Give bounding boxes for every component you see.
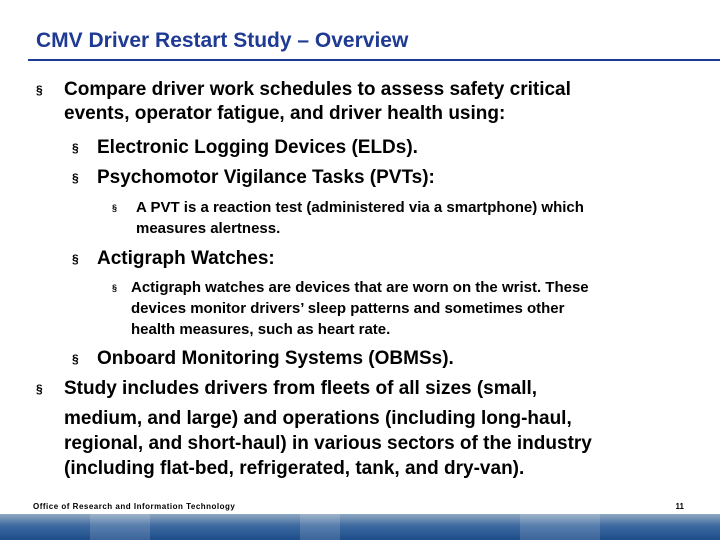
footer-stripe <box>300 514 340 540</box>
bullet-pvt-detail-line-1: A PVT is a reaction test (administered via a smartphone) which <box>136 199 584 216</box>
bullet-marker: § <box>72 252 79 266</box>
page-number: 11 <box>675 502 684 511</box>
bullet-marker: § <box>112 283 118 293</box>
bullet-marker: § <box>72 141 79 155</box>
bullet-marker: § <box>72 352 79 366</box>
bullet-study-line-2: medium, and large) and operations (including long-haul, <box>64 408 572 429</box>
bullet-actigraph-detail-line-1: Actigraph watches are devices that are worn on the wrist. These <box>131 279 589 296</box>
bullet-pvt: Psychomotor Vigilance Tasks (PVTs): <box>97 167 435 188</box>
title-underline <box>28 59 720 61</box>
bullet-marker: § <box>72 171 79 185</box>
footer-bar <box>0 514 720 540</box>
bullet-study-line-4: (including flat-bed, refrigerated, tank, and dry-van). <box>64 458 525 479</box>
bullet-study-line-3: regional, and short-haul) in various sectors of the industry <box>64 433 592 454</box>
bullet-marker: § <box>36 83 43 97</box>
bullet-actigraph-detail-line-3: health measures, such as heart rate. <box>131 321 391 338</box>
bullet-marker: § <box>112 203 118 213</box>
footer-office-name: Office of Research and Information Technology <box>33 502 236 511</box>
bullet-compare-line-1: Compare driver work schedules to assess safety critical <box>64 79 571 100</box>
bullet-obms: Onboard Monitoring Systems (OBMSs). <box>97 348 454 369</box>
footer-stripe <box>90 514 150 540</box>
bullet-pvt-detail-line-2: measures alertness. <box>136 220 281 237</box>
bullet-actigraph-detail-line-2: devices monitor drivers’ sleep patterns and sometimes other <box>131 300 565 317</box>
bullet-actigraph: Actigraph Watches: <box>97 248 275 269</box>
bullet-eld: Electronic Logging Devices (ELDs). <box>97 137 418 158</box>
footer-stripe <box>520 514 600 540</box>
bullet-compare-line-2: events, operator fatigue, and driver health using: <box>64 103 506 124</box>
bullet-marker: § <box>36 382 43 396</box>
slide-title: CMV Driver Restart Study – Overview <box>36 29 409 52</box>
bullet-study-line-1: Study includes drivers from fleets of all sizes (small, <box>64 378 538 399</box>
